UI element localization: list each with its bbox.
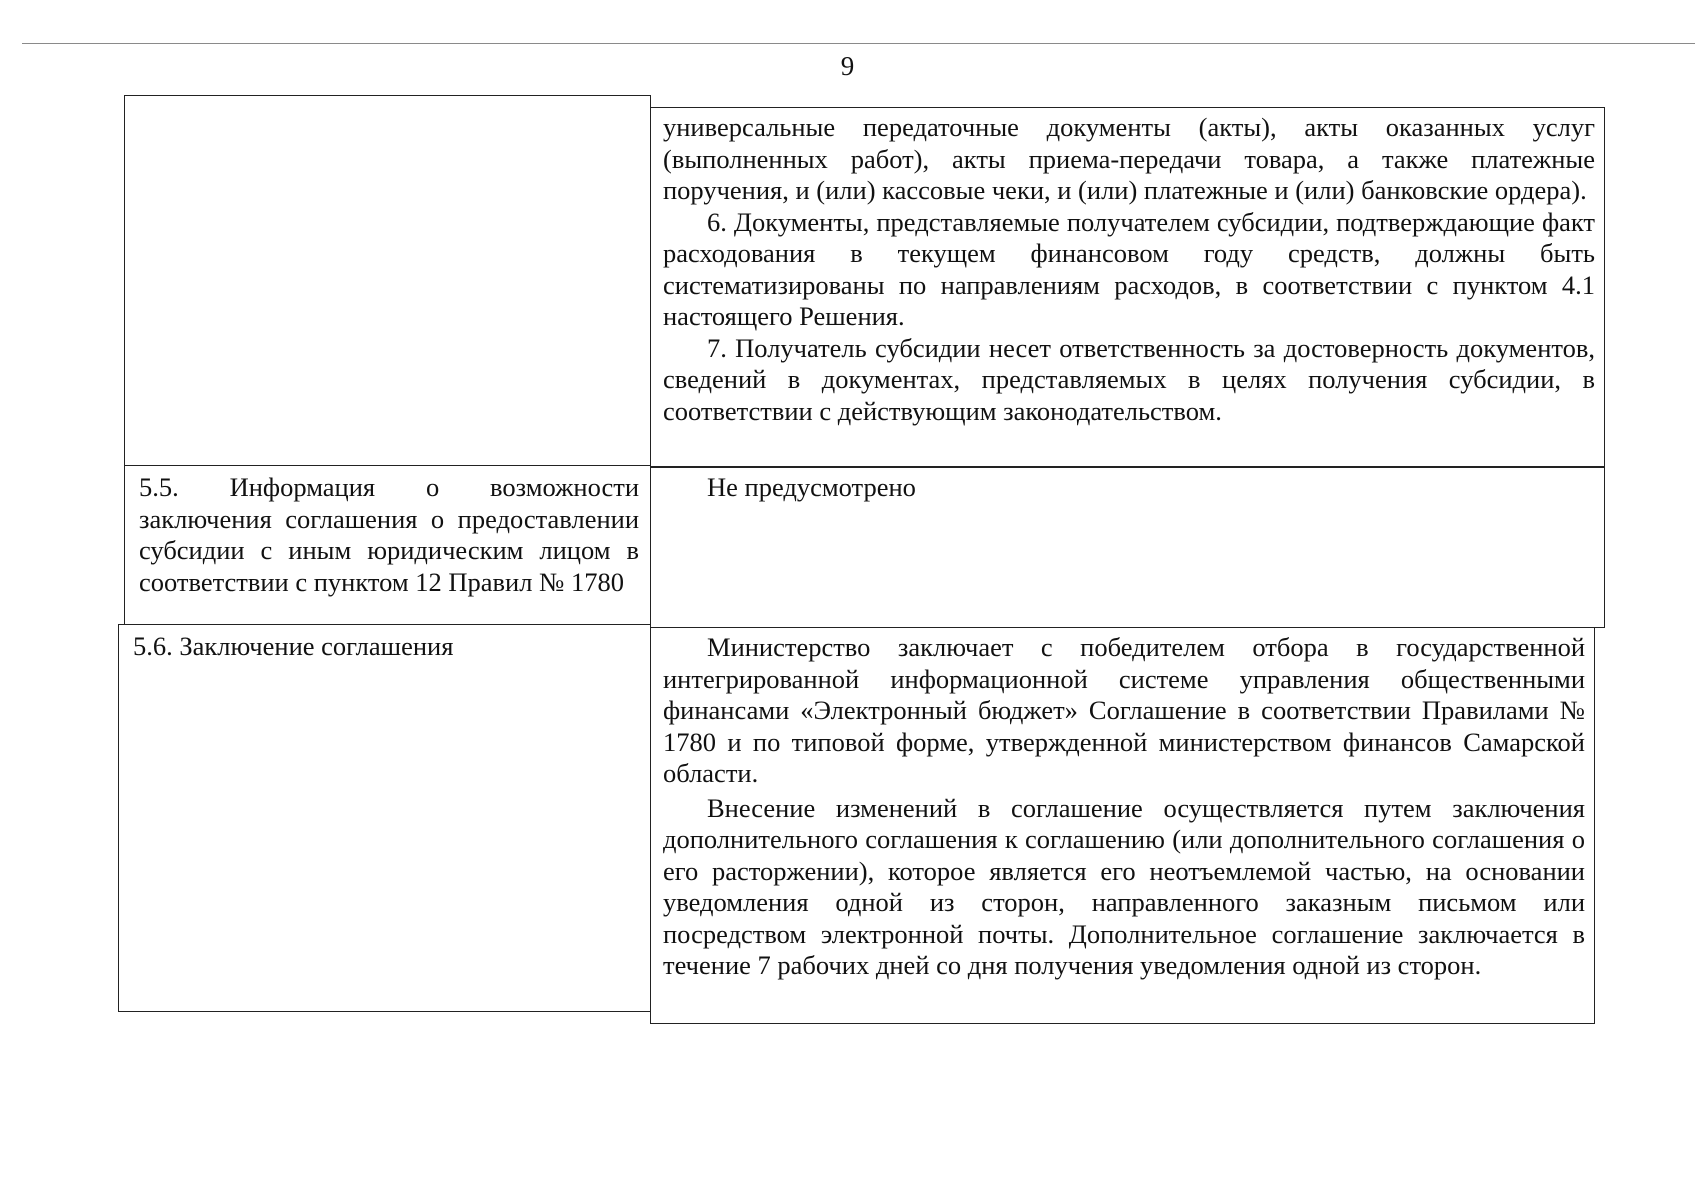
table-row-2-left-cell — [124, 465, 651, 625]
row-1-paragraph-3: 7. Получатель субсидии несет ответственность за достоверность документов, сведений в документах, представляемых в целях получения субсидии, в соответствии с действующим законодательством. — [663, 332, 1595, 426]
table-row-1-left-cell — [124, 95, 651, 466]
table-row-1-right-cell — [650, 107, 1605, 467]
page-number: 9 — [840, 51, 855, 81]
row-3-left-text: 5.6. Заключение соглашения — [133, 631, 454, 661]
row-2-right-text: Не предусмотрено — [707, 472, 916, 502]
header-rule — [22, 43, 1695, 44]
row-1-paragraph-1: универсальные передаточные документы (акты), акты оказанных услуг (выполненных работ), акты приема-передачи товара, а также платежные поручения, и (или) кассовые чеки, и (или) платежные и (или) банковские ордера). — [663, 112, 1595, 205]
row-3-paragraph-2: Внесение изменений в соглашение осуществляется путем заключения дополнительного соглашения к соглашению (или дополнительного соглашения о его расторжении), которое является его неотъемлемой частью, на основании уведомления одной из сторон, направленного заказным письмом или посредством электронной почты. Дополнительное соглашение заключается в течение 7 рабочих дней со дня получения уведомления одной из сторон. — [663, 792, 1585, 980]
table-row-3-left-cell — [118, 624, 651, 1012]
row-3-paragraph-1: Министерство заключает с победителем отбора в государственной интегрированной информационной системе управления общественными финансами «Электронный бюджет» Соглашение в соответствии Правилами № 1780 и по типовой форме, утвержденной министерством финансов Самарской области. — [663, 632, 1585, 788]
table-row-2-right-cell — [650, 467, 1605, 628]
table-row-3-right-cell — [650, 627, 1595, 1024]
row-2-left-text: 5.5. Информация о возможности заключения соглашения о предоставлении субсидии с иным юридическим лицом в соответствии с пунктом 12 Правил № 1780 — [139, 472, 639, 597]
row-1-paragraph-2: 6. Документы, представляемые получателем субсидии, подтверждающие факт расходования в текущем финансовом году средств, должны быть систематизированы по направлениям расходов, в соответствии с пунктом 4.1 настоящего Решения. — [663, 206, 1595, 331]
